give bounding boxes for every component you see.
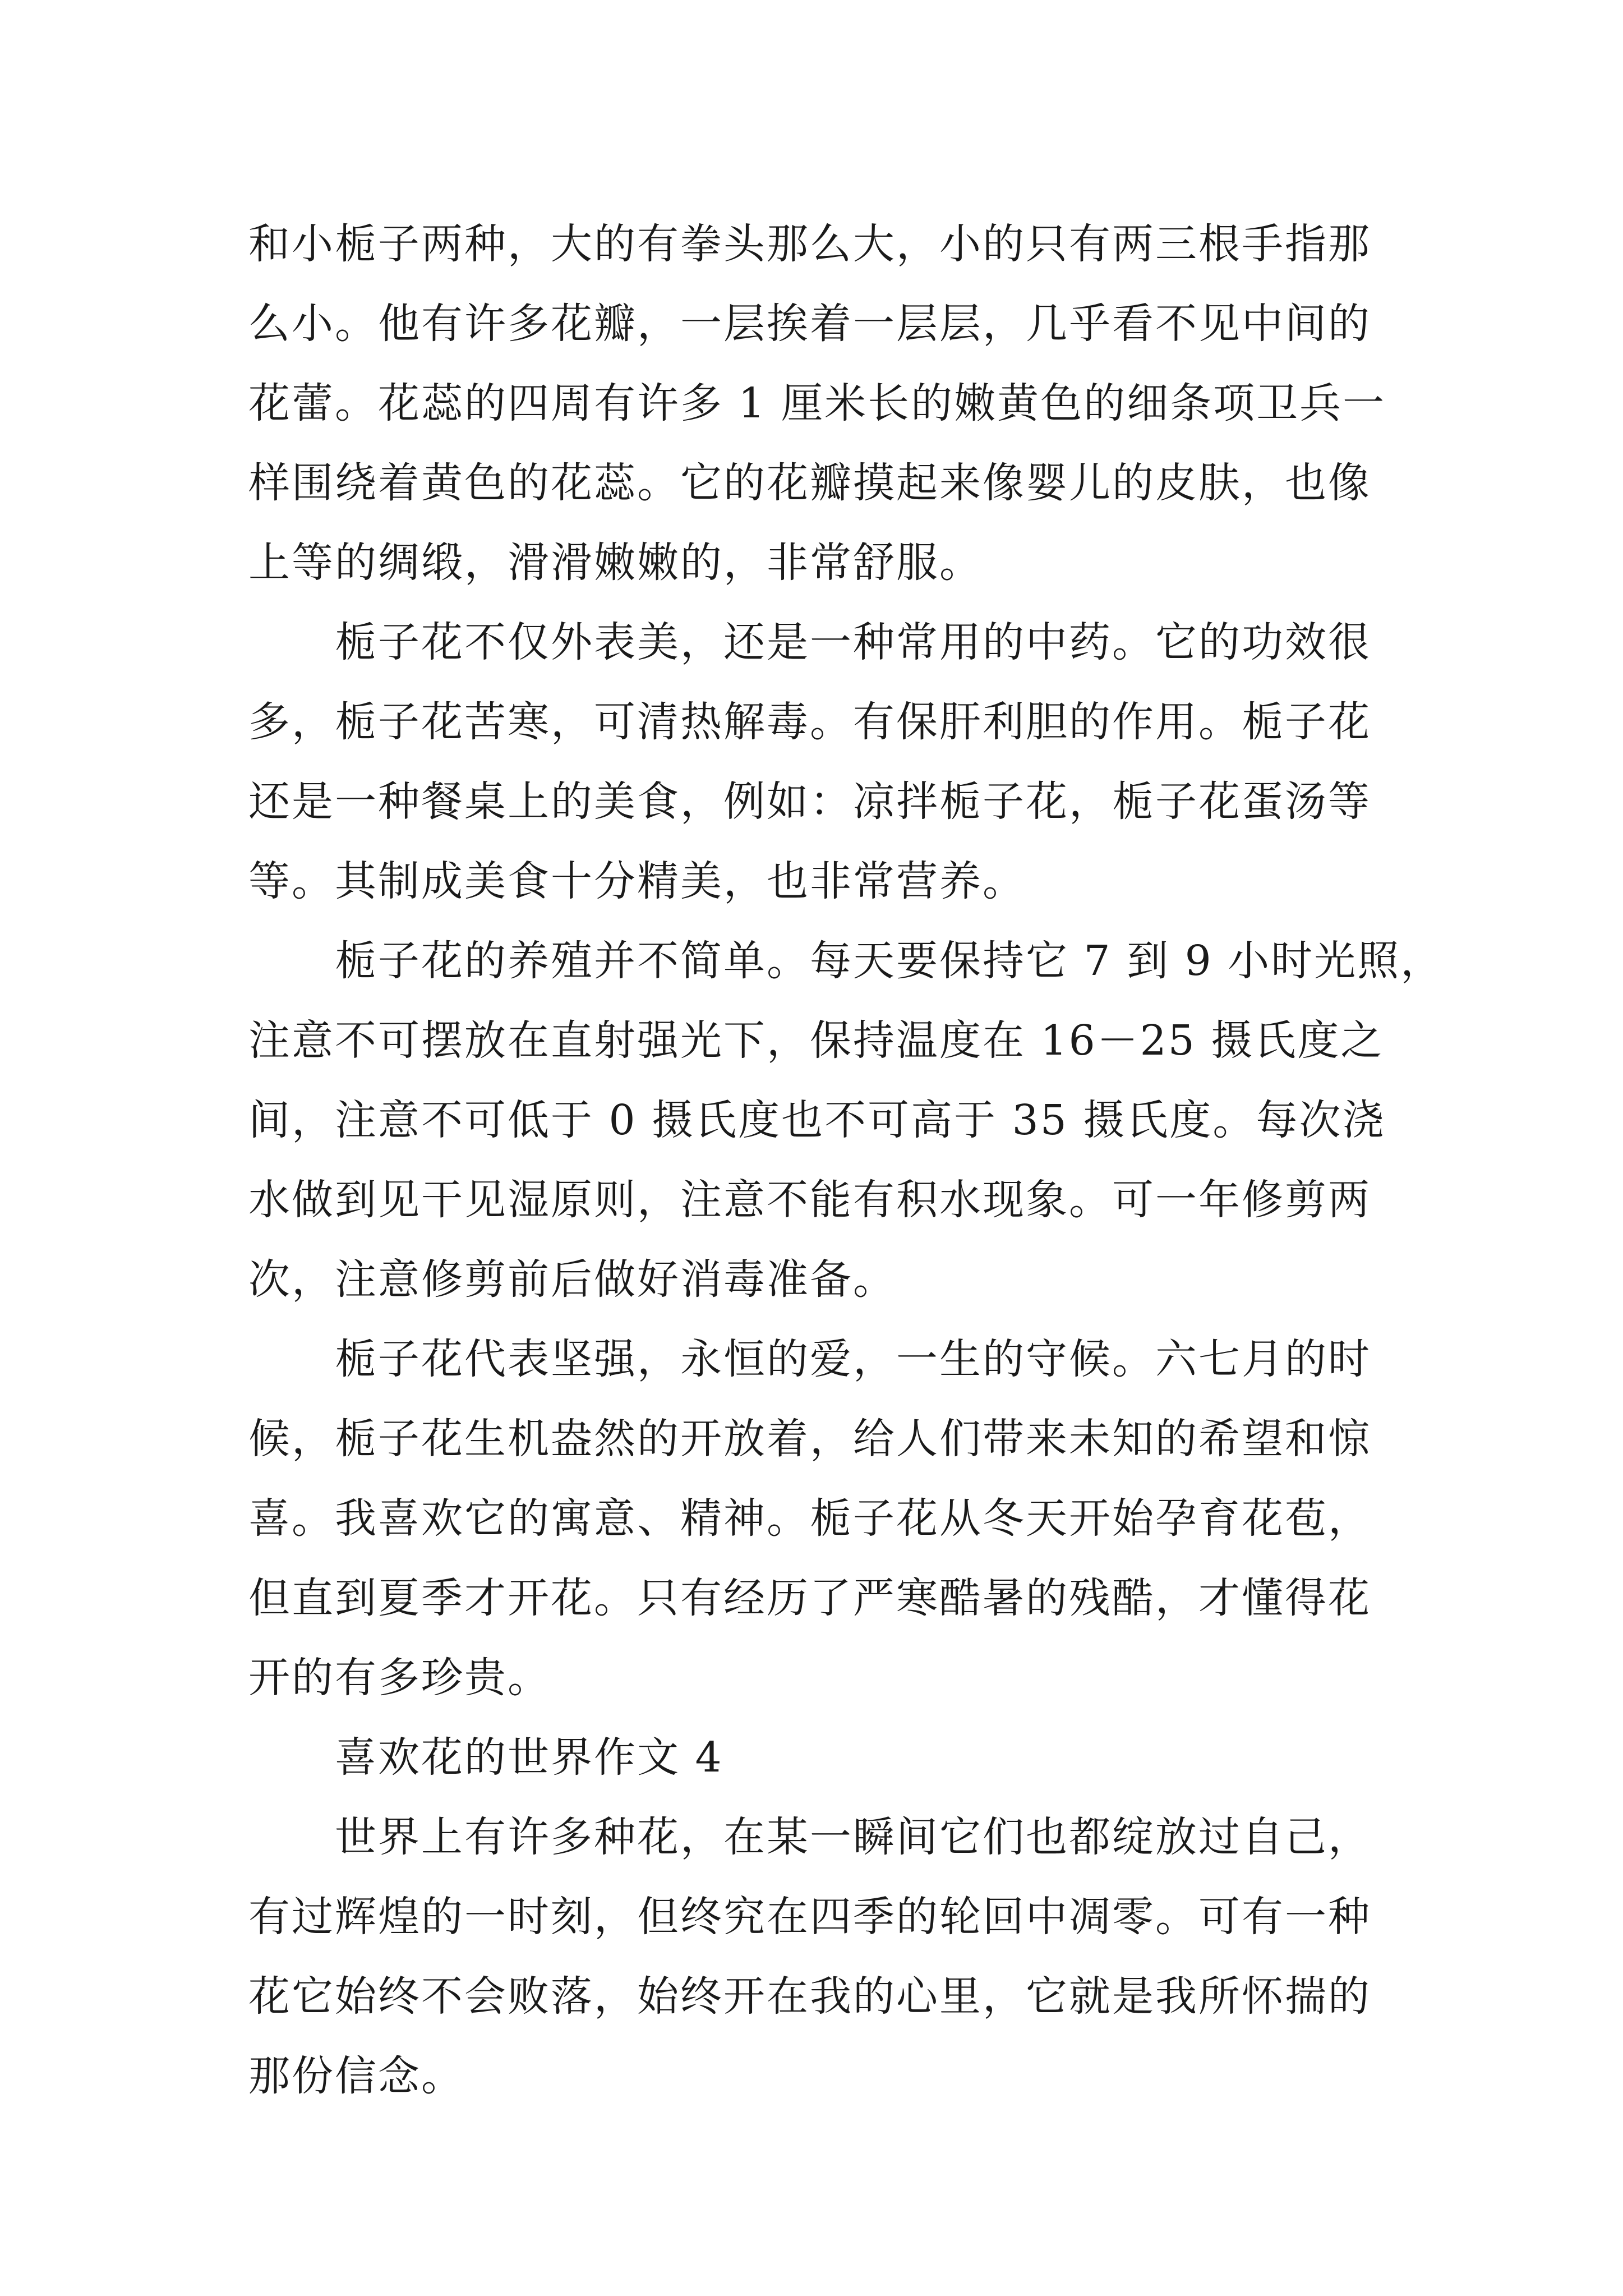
section-heading — [248, 1718, 1421, 1797]
text-line: 么小。他有许多花瓣，一层挨着一层层，几乎看不见中间的 — [248, 300, 1371, 348]
document-body — [248, 204, 1444, 2116]
text-line: 栀子花的养殖并不简单。每天要保持它 7 到 9 小时光照， — [248, 937, 1444, 985]
text-line: 开的有多珍贵。 — [248, 1654, 551, 1702]
paragraph-belief-flower — [248, 1797, 1421, 2116]
heading-line: 喜欢花的世界作文 4 — [248, 1733, 723, 1782]
text-line: 栀子花不仅外表美，还是一种常用的中药。它的功效很 — [248, 618, 1371, 666]
text-line: 那份信念。 — [248, 2052, 464, 2100]
text-line: 但直到夏季才开花。只有经历了严寒酷暑的残酷，才懂得花 — [248, 1574, 1371, 1622]
text-line: 花蕾。花蕊的四周有许多 1 厘米长的嫩黄色的细条项卫兵一 — [248, 379, 1386, 427]
paragraph-gardenia-meaning — [248, 1319, 1421, 1718]
text-line: 世界上有许多种花，在某一瞬间它们也都绽放过自己， — [248, 1813, 1371, 1861]
text-line: 样围绕着黄色的花蕊。它的花瓣摸起来像婴儿的皮肤，也像 — [248, 459, 1371, 507]
text-line: 栀子花代表坚强，永恒的爱，一生的守候。六七月的时 — [248, 1335, 1371, 1383]
text-line: 次，注意修剪前后做好消毒准备。 — [248, 1255, 896, 1304]
text-line: 有过辉煌的一时刻，但终究在四季的轮回中凋零。可有一种 — [248, 1893, 1371, 1941]
paragraph-gardenia-medicine — [248, 602, 1421, 921]
text-line: 多，栀子花苦寒，可清热解毒。有保肝利胆的作用。栀子花 — [248, 698, 1371, 746]
text-line: 水做到见干见湿原则，注意不能有积水现象。可一年修剪两 — [248, 1176, 1371, 1224]
text-line: 上等的绸缎，滑滑嫩嫩的，非常舒服。 — [248, 539, 983, 587]
text-line: 还是一种餐桌上的美食，例如：凉拌栀子花，栀子花蛋汤等 — [248, 777, 1371, 826]
text-line: 间，注意不可低于 0 摄氏度也不可高于 35 摄氏度。每次浇 — [248, 1096, 1386, 1144]
paragraph-gardenia-appearance — [248, 204, 1421, 602]
text-line: 喜。我喜欢它的寓意、精神。栀子花从冬天开始孕育花苞， — [248, 1494, 1371, 1543]
paragraph-gardenia-care — [248, 921, 1444, 1319]
text-line: 注意不可摆放在直射强光下，保持温度在 16－25 摄氏度之 — [248, 1016, 1384, 1065]
text-line: 和小栀子两种，大的有拳头那么大，小的只有两三根手指那 — [248, 220, 1371, 268]
text-line: 候，栀子花生机盎然的开放着，给人们带来未知的希望和惊 — [248, 1415, 1371, 1463]
text-line: 花它始终不会败落，始终开在我的心里，它就是我所怀揣的 — [248, 1972, 1371, 2021]
text-line: 等。其制成美食十分精美，也非常营养。 — [248, 857, 1026, 905]
